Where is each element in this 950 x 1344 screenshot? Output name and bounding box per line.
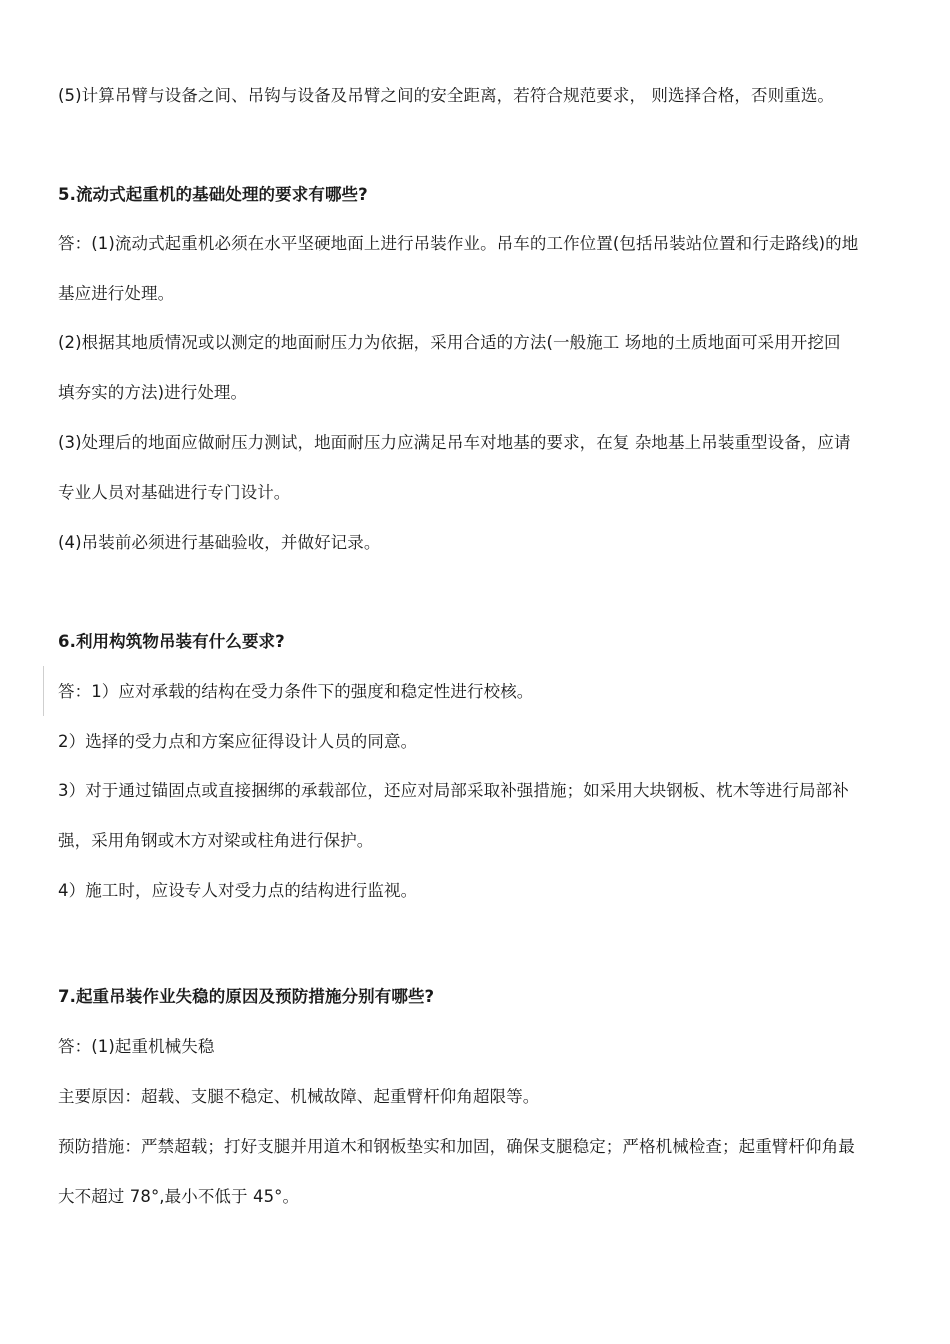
- answer-7-prevention-line-1: 预防措施：严禁超载；打好支腿并用道木和钢板垫实和加固，确保支腿稳定；严格机械检查；起重臂杆仰角最: [58, 1137, 855, 1156]
- answer-5-4: (4)吊装前必须进行基础验收，并做好记录。: [58, 533, 381, 552]
- answer-6-2: 2）选择的受力点和方案应征得设计人员的同意。: [58, 732, 418, 751]
- answer-5-3-line-1: (3)处理后的地面应做耐压力测试，地面耐压力应满足吊车对地基的要求，在复 杂地基上吊装重型设备，应请: [58, 433, 851, 452]
- question-6-heading: 6.利用构筑物吊装有什么要求?: [58, 632, 285, 651]
- question-5-heading: 5.流动式起重机的基础处理的要求有哪些?: [58, 185, 368, 204]
- answer-5-1-line-2: 基应进行处理。: [58, 284, 175, 303]
- question-7-heading: 7.起重吊装作业失稳的原因及预防措施分别有哪些?: [58, 987, 435, 1006]
- answer-5-2-line-1: (2)根据其地质情况或以测定的地面耐压力为依据，采用合适的方法(一般施工 场地的土质地面可采用开挖回: [58, 333, 841, 352]
- text-cursor-marker: [43, 666, 44, 716]
- paragraph-step-5: (5)计算吊臂与设备之间、吊钩与设备及吊臂之间的安全距离，若符合规范要求， 则选择合格，否则重选。: [58, 86, 835, 105]
- answer-5-3-line-2: 专业人员对基础进行专门设计。: [58, 483, 291, 502]
- answer-6-3-line-2: 强，采用角钢或木方对梁或柱角进行保护。: [58, 831, 374, 850]
- answer-5-1-line-1: 答：(1)流动式起重机必须在水平坚硬地面上进行吊装作业。吊车的工作位置(包括吊装站位置和行走路线)的地: [58, 234, 859, 253]
- answer-6-1: 答：1）应对承载的结构在受力条件下的强度和稳定性进行校核。: [58, 682, 534, 701]
- answer-6-3-line-1: 3）对于通过锚固点或直接捆绑的承载部位，还应对局部采取补强措施；如采用大块钢板、枕木等进行局部补: [58, 781, 849, 800]
- answer-7-prevention-line-2: 大不超过 78°,最小不低于 45°。: [58, 1187, 300, 1206]
- answer-6-4: 4）施工时，应设专人对受力点的结构进行监视。: [58, 881, 418, 900]
- answer-7-1: 答：(1)起重机械失稳: [58, 1037, 215, 1056]
- answer-7-cause: 主要原因：超载、支腿不稳定、机械故障、起重臂杆仰角超限等。: [58, 1087, 540, 1106]
- answer-5-2-line-2: 填夯实的方法)进行处理。: [58, 383, 248, 402]
